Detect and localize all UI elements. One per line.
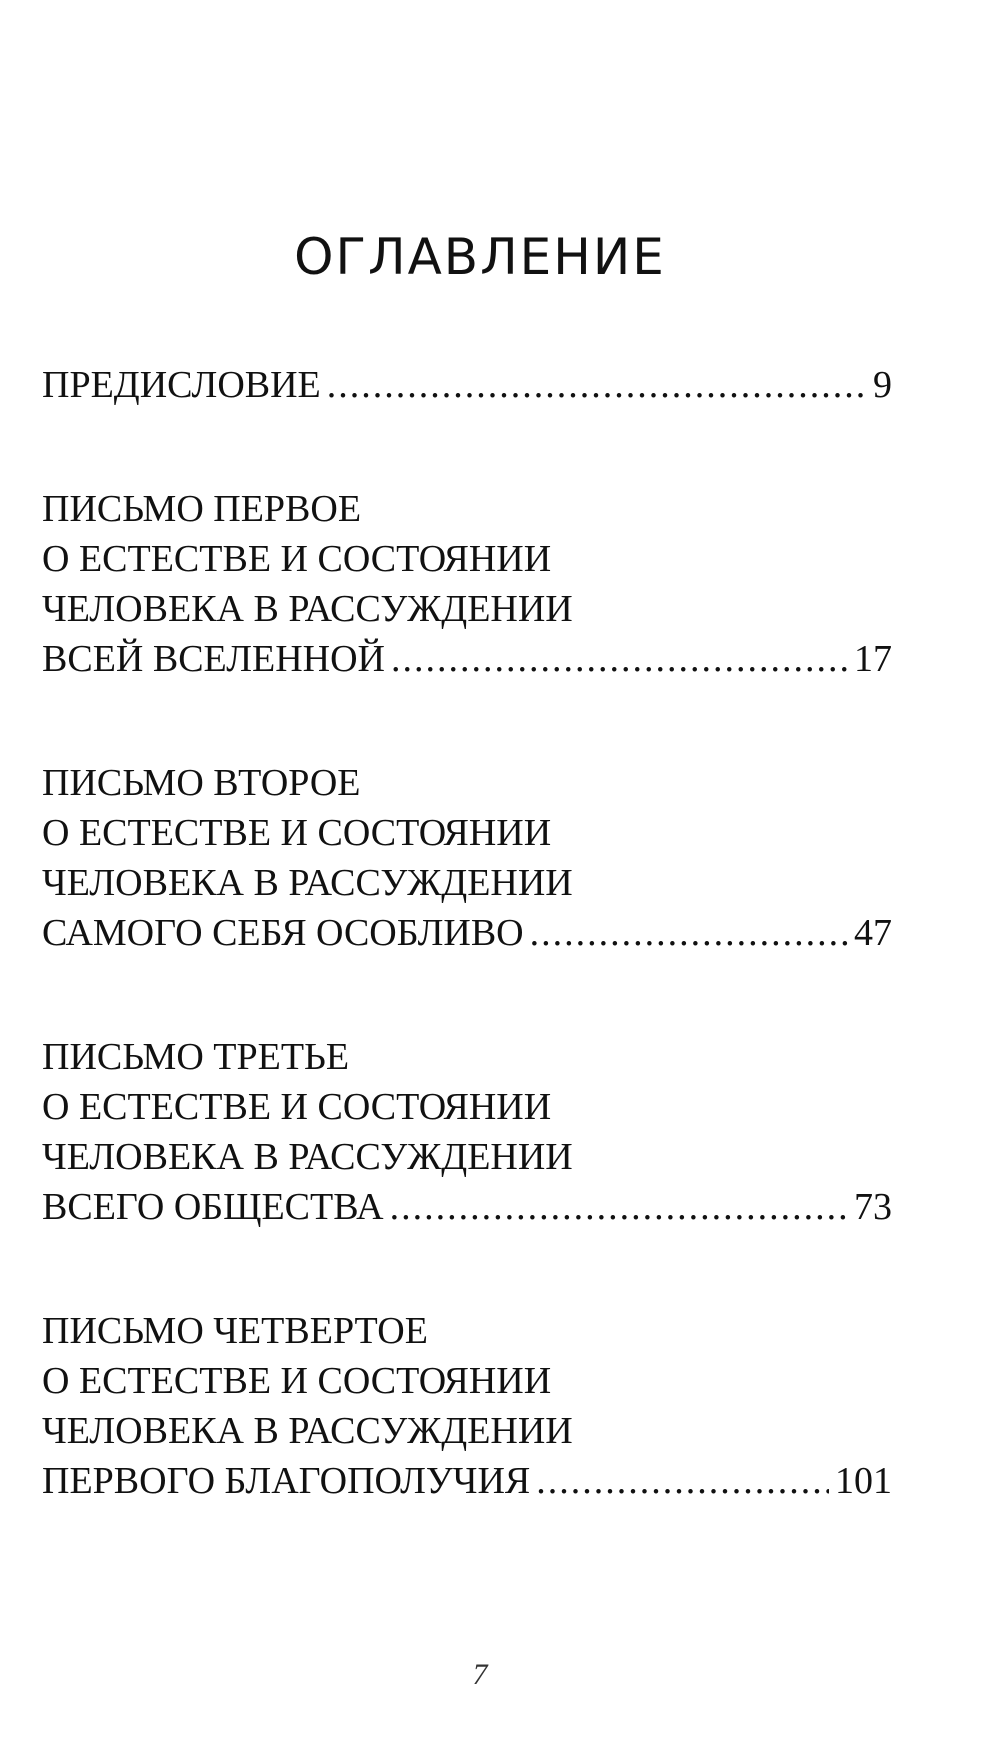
toc-entry-letter-3[interactable]: [42, 1032, 892, 1232]
toc-page-number: 17: [854, 638, 892, 680]
toc-entry-title: САМОГО СЕБЯ ОСОБЛИВО: [42, 912, 524, 954]
page-number: 7: [472, 1658, 488, 1691]
toc-entry-title: ВСЕГО ОБЩЕСТВА: [42, 1186, 384, 1228]
toc-entry-line: ЧЕЛОВЕКА В РАССУЖДЕНИИ: [42, 862, 573, 904]
toc-entry-last-line: [42, 908, 892, 958]
toc-entry-line: О ЕСТЕСТВЕ И СОСТОЯНИИ: [42, 1086, 552, 1128]
toc-page-number: 73: [854, 1186, 892, 1228]
toc-entry-line: ЧЕЛОВЕКА В РАССУЖДЕНИИ: [42, 1136, 573, 1178]
toc-entry-line: ПИСЬМО ЧЕТВЕРТОЕ: [42, 1310, 428, 1352]
toc-page-number: 47: [854, 912, 892, 954]
toc-entry-letter-1[interactable]: [42, 484, 892, 684]
toc-entry-line: ЧЕЛОВЕКА В РАССУЖДЕНИИ: [42, 588, 573, 630]
toc-entry-line: О ЕСТЕСТВЕ И СОСТОЯНИИ: [42, 812, 552, 854]
toc-entry-line: ПИСЬМО ТРЕТЬЕ: [42, 1036, 350, 1078]
toc-entry-line: ПИСЬМО ВТОРОЕ: [42, 762, 361, 804]
toc-entry-title: ПЕРВОГО БЛАГОПОЛУЧИЯ: [42, 1460, 531, 1502]
toc-entry-title: ПРЕДИСЛОВИЕ: [42, 364, 321, 406]
toc-entry-preface[interactable]: [42, 360, 892, 410]
toc-entry-letter-4[interactable]: [42, 1306, 892, 1506]
toc-entry-letter-2[interactable]: [42, 758, 892, 958]
toc-leader-dots: [530, 908, 848, 958]
page-title: ОГЛАВЛЕНИЕ: [294, 227, 666, 286]
toc-entry-last-line: [42, 634, 892, 684]
toc-entry-line: О ЕСТЕСТВЕ И СОСТОЯНИИ: [42, 538, 552, 580]
toc-entry-last-line: [42, 1182, 892, 1232]
toc-page-number: 9: [873, 364, 892, 406]
toc-page-number: 101: [835, 1460, 892, 1502]
table-of-contents: [42, 360, 892, 1580]
toc-entry-line: ПИСЬМО ПЕРВОЕ: [42, 488, 362, 530]
toc-leader-dots: [536, 1456, 829, 1506]
toc-entry-last-line: [42, 1456, 892, 1506]
toc-entry-line: ЧЕЛОВЕКА В РАССУЖДЕНИИ: [42, 1410, 573, 1452]
toc-leader-dots: [391, 634, 848, 684]
toc-leader-dots: [327, 360, 867, 410]
toc-entry-line: О ЕСТЕСТВЕ И СОСТОЯНИИ: [42, 1360, 552, 1402]
toc-entry-title: ВСЕЙ ВСЕЛЕННОЙ: [42, 638, 386, 680]
toc-leader-dots: [390, 1182, 848, 1232]
toc-entry-last-line: [42, 360, 892, 410]
